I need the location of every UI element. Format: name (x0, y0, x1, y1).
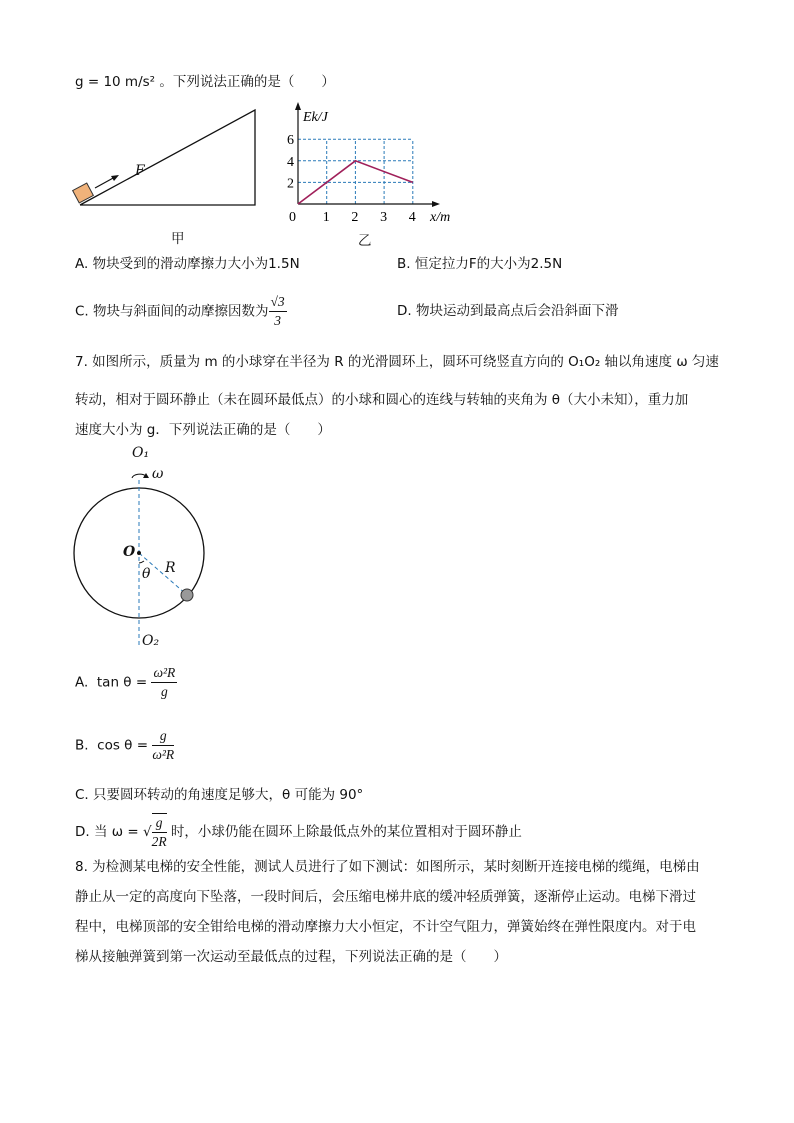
q7-line-3: 速度大小为 g．下列说法正确的是（ ） (75, 422, 331, 438)
incline-figure (73, 110, 255, 205)
ek-x-chart (287, 102, 450, 225)
q8-line-3: 程中，电梯顶部的安全钳给电梯的滑动摩擦力大小恒定，不计空气阻力，弹簧始终在弹性限度内。对于电 (75, 919, 696, 935)
x-axis-label: x/m (430, 210, 451, 225)
ring-figure (74, 473, 204, 645)
y-tick-label: 4 (287, 154, 294, 170)
q7-option-b[interactable]: B. cos θ = $\frac{g}{\text{ω²R}}$ (75, 728, 175, 762)
incline-triangle (80, 110, 255, 205)
q7-line-2: 转动，相对于圆环静止（未在圆环最低点）的小球和圆心的连线与转轴的夹角为 θ（大小未知），重力加 (75, 392, 689, 408)
x-tick-label: 2 (351, 210, 359, 225)
caption-jia: 甲 (171, 231, 185, 247)
q7-option-c[interactable]: C. 只要圆环转动的角速度足够大，θ 可能为 90° (75, 787, 364, 803)
y-tick-label: 2 (287, 176, 294, 192)
caption-yi: 乙 (358, 233, 372, 249)
q8-line-4: 梯从接触弹簧到第一次运动至最低点的过程，下列说法正确的是（ ） (75, 949, 507, 965)
ball (181, 589, 193, 601)
x-tick-label: 4 (408, 210, 416, 225)
y-axis-label: Ek/J (303, 110, 328, 125)
y-axis-arrow (295, 102, 301, 110)
x-tick-label: 1 (322, 210, 330, 225)
q8-line-1: 8. 为检测某电梯的安全性能，测试人员进行了如下测试：如图所示，某时刻断开连接电梯的缆绳，电梯由 (75, 859, 700, 875)
x-tick-label: 3 (380, 210, 388, 225)
label-omega: ω (152, 466, 164, 482)
label-o1: O₁ (132, 445, 150, 461)
q8-line-2: 静止从一定的高度向下坠落，一段时间后，会压缩电梯井底的缓冲轻质弹簧，逐渐停止运动。电梯下滑过 (75, 889, 696, 905)
q6-option-a[interactable]: A. 物块受到的滑动摩擦力大小为1.5N (75, 256, 300, 272)
label-theta: θ (142, 566, 151, 582)
center-dot (137, 551, 141, 555)
label-o2: O₂ (142, 633, 160, 649)
x-tick-label: 0 (289, 210, 296, 225)
label-o: O (123, 544, 136, 560)
q7-option-a[interactable]: A. tan θ = $\frac{\text{ω²R}}{g}$ (75, 665, 176, 699)
q6-option-c[interactable]: C. 物块与斜面间的动摩擦因数为 $\frac{√3}{3}$ (75, 294, 285, 328)
label-r: R (165, 560, 176, 576)
q6-option-b[interactable]: B. 恒定拉力F的大小为2.5N (397, 256, 563, 272)
q7-option-d[interactable]: D. 当 ω = √ $\frac{g}{2R}$ 时，小球仍能在圆环上除最低点外的某位置相对于圆环静止 (75, 815, 522, 849)
force-label: F (135, 163, 145, 179)
angle-arc (139, 561, 144, 563)
x-axis-arrow (432, 201, 440, 207)
y-tick-label: 6 (287, 133, 294, 149)
force-arrow (95, 177, 115, 188)
q6-option-d[interactable]: D. 物块运动到最高点后会沿斜面下滑 (397, 303, 619, 319)
q7-line-1: 7. 如图所示，质量为 m 的小球穿在半径为 R 的光滑圆环上，圆环可绕竖直方向的 O₁O₂ 轴以角速度 ω 匀速 (75, 354, 719, 370)
q6-stem-tail: g = 10 m/s² 。下列说法正确的是（ ） (75, 74, 335, 90)
